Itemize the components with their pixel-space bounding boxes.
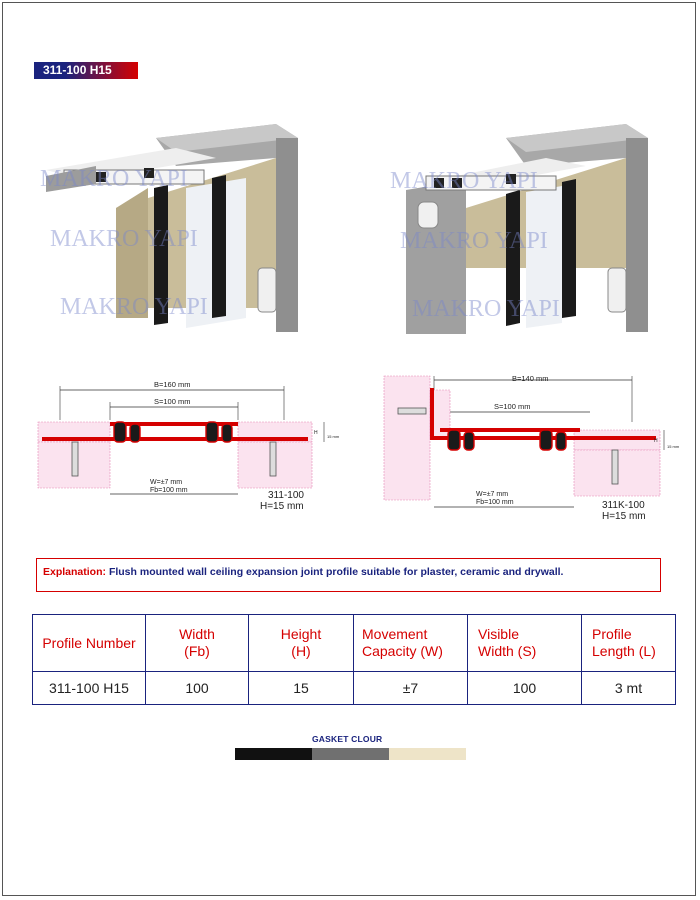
h-symbol: H: [654, 438, 658, 444]
b-dimension-label: B=140 mm: [512, 374, 549, 383]
gasket-swatch-black: [235, 748, 312, 760]
s-dimension-label: S=100 mm: [154, 397, 191, 406]
profile-base: [42, 437, 308, 441]
gasket-swatch-beige: [389, 748, 466, 760]
h-symbol: H: [314, 430, 318, 436]
header-width: Width (Fb): [146, 615, 249, 672]
explanation-label: Explanation:: [43, 566, 107, 578]
render-right: [386, 118, 666, 338]
w-dimension-label: W=±7 mm: [150, 479, 183, 486]
cell-profile-number: 311-100 H15: [33, 672, 146, 705]
s-dimension-label: S=100 mm: [494, 402, 531, 411]
spec-table: [32, 614, 676, 705]
cell-width: 100: [146, 672, 249, 705]
b-dimension-label: B=160 mm: [154, 380, 191, 389]
explanation-box: [36, 558, 661, 592]
height-label: H=15 mm: [260, 501, 304, 512]
model-label: 311-100: [268, 490, 304, 501]
model-label: 311K-100: [602, 500, 645, 511]
page-title: 311-100 H15: [34, 62, 138, 79]
watermark-text: MAKRO YAPI: [60, 294, 208, 320]
w-dimension-label: W=±7 mm: [476, 491, 509, 498]
table-row: [33, 672, 676, 705]
cell-visible-width: 100: [468, 672, 582, 705]
render-left: [36, 118, 316, 338]
cell-movement: ±7: [354, 672, 468, 705]
watermark-text: MAKRO YAPI: [390, 168, 538, 194]
cell-length: 3 mt: [582, 672, 676, 705]
watermark-text: MAKRO YAPI: [412, 296, 560, 322]
height-label: H=15 mm: [602, 511, 646, 522]
header-height: Height (H): [249, 615, 354, 672]
explanation-text: Flush mounted wall ceiling expansion joint profile suitable for plaster, ceramic and drywall.: [108, 566, 564, 578]
gasket-swatches: [235, 748, 466, 760]
drawing-left: [32, 372, 348, 516]
table-header-row: [33, 615, 676, 672]
h-dimension: 15 mm: [667, 444, 680, 449]
watermark-text: MAKRO YAPI: [40, 166, 188, 192]
header-movement: Movement Capacity (W): [354, 615, 468, 672]
header-profile-number: Profile Number: [33, 615, 146, 672]
profile-base: [430, 388, 434, 440]
drawing-right: [380, 372, 680, 522]
header-visible-width: Visible Width (S): [468, 615, 582, 672]
gasket-swatch-grey: [312, 748, 389, 760]
watermark-text: MAKRO YAPI: [400, 228, 548, 254]
fb-dimension-label: Fb=100 mm: [476, 499, 514, 506]
gasket-title: GASKET CLOUR: [312, 734, 383, 744]
header-length: Profile Length (L): [582, 615, 676, 672]
watermark-text: MAKRO YAPI: [50, 226, 198, 252]
cell-height: 15: [249, 672, 354, 705]
fb-dimension-label: Fb=100 mm: [150, 487, 188, 494]
h-dimension: 15 mm: [327, 434, 340, 439]
